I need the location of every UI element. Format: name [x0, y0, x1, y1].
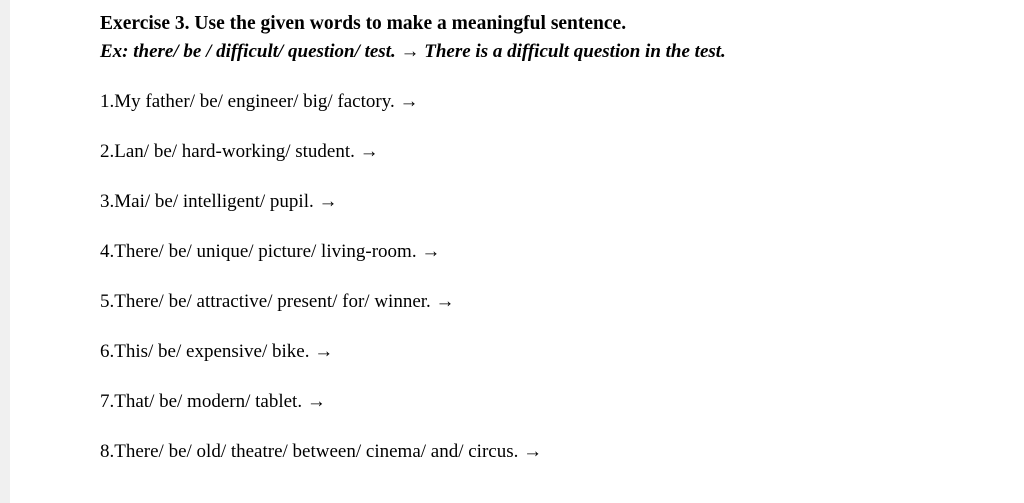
- exercise-item-7: 7.That/ be/ modern/ tablet. →: [100, 391, 326, 412]
- exercise-item-list: [100, 92, 542, 492]
- exercise-item-4: 4.There/ be/ unique/ picture/ living-room. →: [100, 241, 441, 262]
- exercise-example: Ex: there/ be / difficult/ question/ test. → There is a difficult question in the test.: [100, 41, 726, 62]
- exercise-title: Exercise 3. Use the given words to make a meaningful sentence.: [100, 13, 627, 34]
- exercise-item-8: 8.There/ be/ old/ theatre/ between/ cinema/ and/ circus. →: [100, 441, 543, 462]
- exercise-item-3: 3.Mai/ be/ intelligent/ pupil. →: [100, 191, 338, 212]
- exercise-item-6: 6.This/ be/ expensive/ bike. →: [100, 341, 334, 362]
- exercise-item-5: 5.There/ be/ attractive/ present/ for/ winner. →: [100, 291, 455, 312]
- document-page: [10, 0, 1024, 503]
- exercise-item-2: 2.Lan/ be/ hard-working/ student. →: [100, 141, 379, 162]
- exercise-item-1: 1.My father/ be/ engineer/ big/ factory. →: [100, 91, 419, 112]
